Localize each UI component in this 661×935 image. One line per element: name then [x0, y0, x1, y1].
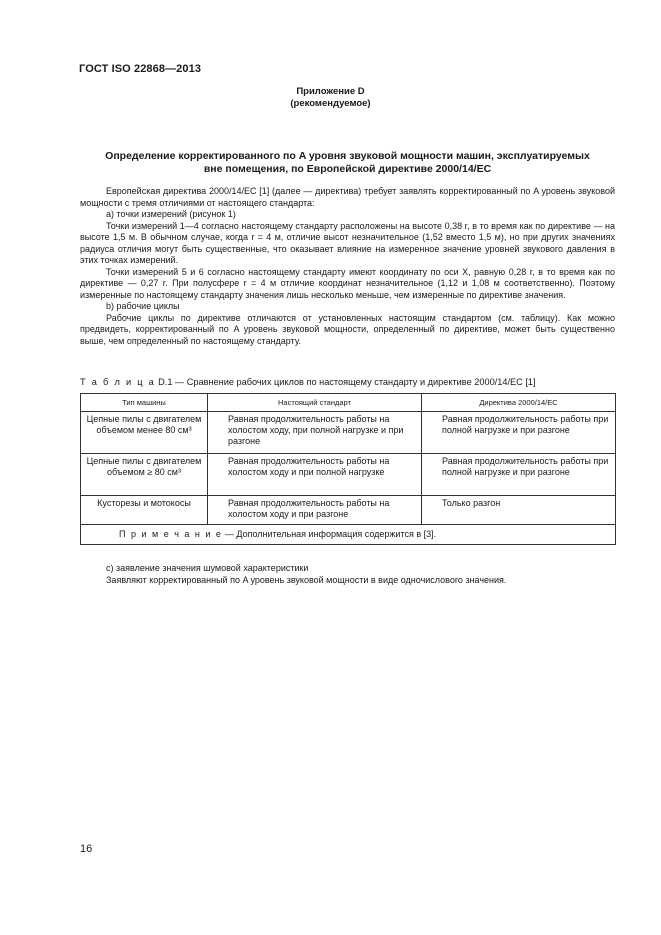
document-header: ГОСТ ISO 22868—2013 [79, 63, 202, 75]
table-row [81, 412, 616, 454]
column-header: Настоящий стандарт [208, 394, 422, 412]
table-note-row [81, 525, 616, 545]
paragraph: Точки измерений 1—4 согласно настоящему стандарту расположены на высоте 0,38 r, в то время как по директиве — на высоте 1,5 м. В обычном случае, когда r = 4 м, отличие высот незначительное (1,52 вместо 1,5 м), но при других значениях радиуса отличия могут быть существенные, что оказывает влияние на измеренное значение уровней звукового давления в этих точках измерений. [80, 220, 615, 265]
paragraph: Точки измерений 5 и 6 согласно настоящему стандарту имеют координату по оси X, равную 0,28 r, в то время как по директиве — 0,27 r. При полусфере r = 4 м отличие координат незначительное (1,12 и 1,08 м соответственно). Поэтому измеренные по настоящему стандарту значения лишь несколько меньше, чем измеренные по директиве значения. [80, 266, 615, 300]
paragraph: Европейская директива 2000/14/EC [1] (далее — директива) требует заявлять корректированный по A уровень звуковой мощности с тремя отличиями от настоящего стандарта: [80, 186, 615, 208]
section-title-line2: вне помещения, по Европейской директиве 2000/14/EC [203, 163, 492, 175]
table-cell: Цепные пилы с двигателем объемом ≥ 80 см³ [81, 454, 208, 496]
section-title-line1: Определение корректированного по A уровня звуковой мощности машин, эксплуатируемых [105, 150, 590, 162]
table-cell: Равная продолжительность работы на холостом ходу и при разгоне [208, 496, 422, 525]
list-item-b: b) рабочие циклы [106, 301, 180, 311]
table-row [81, 454, 616, 496]
column-header: Директива 2000/14/EC [422, 394, 616, 412]
table-caption [80, 377, 620, 387]
comparison-table [80, 393, 616, 545]
table-caption-label: Т а б л и ц а [80, 377, 156, 387]
list-item-c: с) заявление значения шумовой характеристики [106, 563, 309, 573]
table-caption-text: D.1 — Сравнение рабочих циклов по настоящему стандарту и директиве 2000/14/EC [1] [155, 377, 536, 387]
table-cell: Кусторезы и мотокосы [81, 496, 208, 525]
table-cell: Цепные пилы с двигателем объемом менее 80 см³ [81, 412, 208, 454]
table-note-text: — Дополнительная информация содержится в [3]. [222, 529, 437, 539]
table-note [81, 525, 616, 545]
table-row [81, 496, 616, 525]
closing-text [80, 563, 615, 586]
table-cell: Равная продолжительность работы при полной нагрузке и при разгоне [422, 412, 616, 454]
paragraph: Заявляют корректированный по A уровень звуковой мощности в виде одночислового значения. [106, 574, 507, 585]
table-cell: Равная продолжительность работы при полной нагрузке и при разгоне [422, 454, 616, 496]
table-cell: Равная продолжительность работы на холостом ходу, при полной нагрузке и при разгоне [208, 412, 422, 454]
annex-title: Приложение D [296, 86, 365, 97]
body-text [80, 186, 615, 347]
list-item-a: а) точки измерений (рисунок 1) [106, 209, 236, 219]
page-number: 16 [80, 843, 93, 855]
annex-status: (рекомендуемое) [290, 98, 371, 109]
table-cell: Только разгон [422, 496, 616, 525]
table-header-row [81, 394, 616, 412]
paragraph: Рабочие циклы по директиве отличаются от установленных настоящим стандартом (см. таблицу). Как можно предвидеть, корректированный по A уровень звуковой мощности, определенный по директиве, может быть существенно выше, чем определенный по настоящему стандарту. [80, 312, 615, 346]
column-header: Тип машины [81, 394, 208, 412]
table-note-label: П р и м е ч а н и е [119, 529, 223, 539]
table-cell: Равная продолжительность работы на холостом ходу и при полной нагрузке [208, 454, 422, 496]
